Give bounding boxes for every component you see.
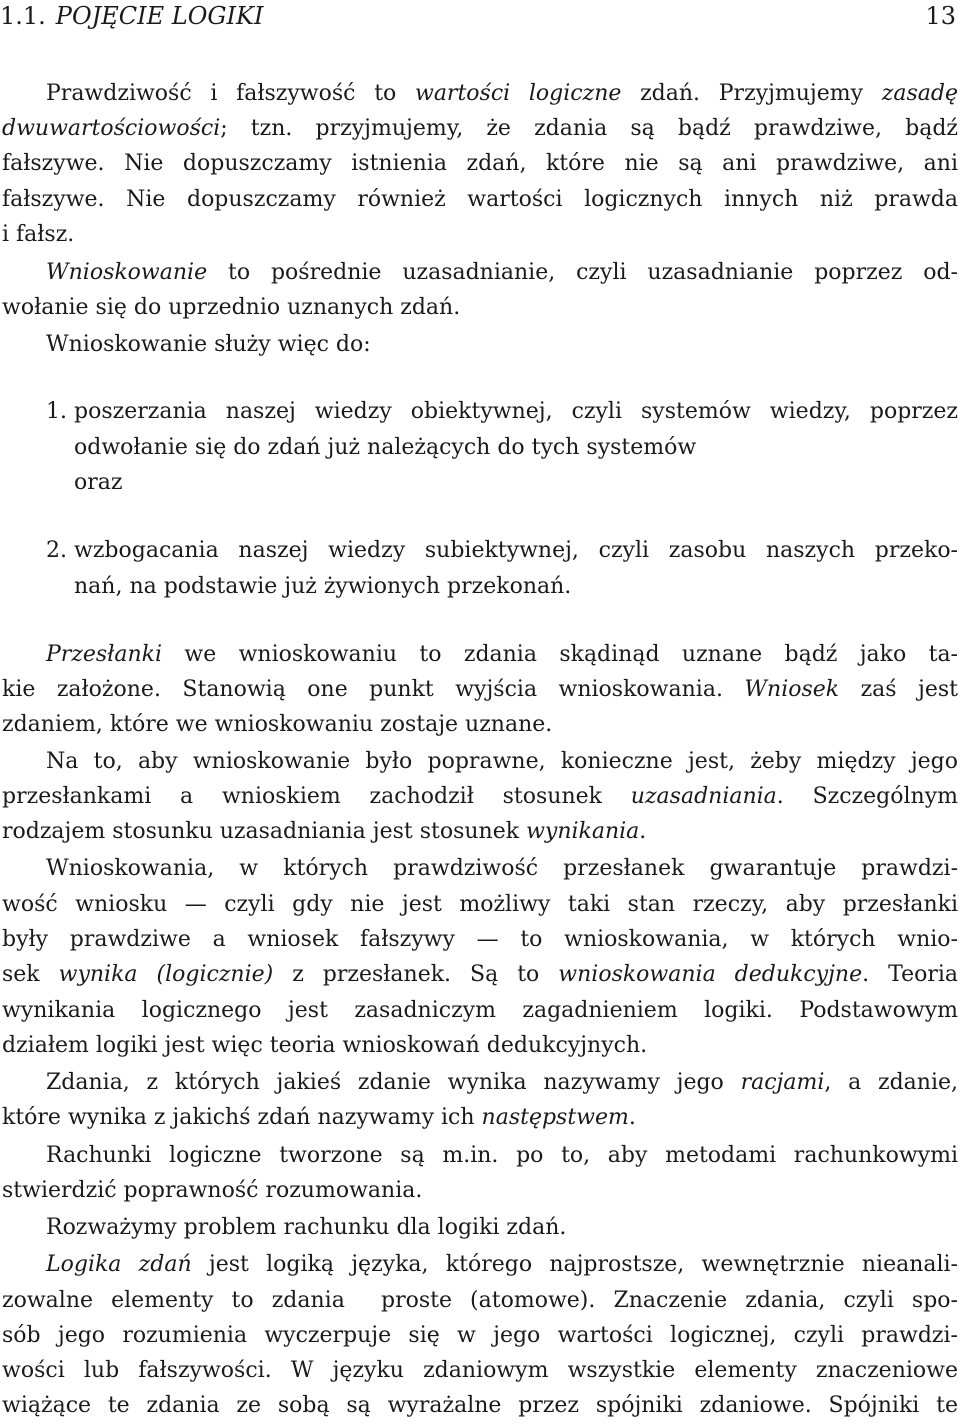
p1-line-5: i fałsz. [2,222,75,247]
term-wnioskowania-dedukcyjne: wnioskowania dedukcyjne [558,962,863,987]
text-span: . [628,1105,636,1130]
term-wynikania: wynikania [526,819,640,844]
text-span: rodzajem stosunku uzasadniania jest stosunek [2,819,527,844]
p6-line-6: działem logiki jest więc teoria wnioskowań dedukcyjnych. [2,1033,648,1058]
section-number: 1.1. [0,2,46,30]
page-number: 13 [925,2,956,30]
list-item-1-number: 1. [46,399,67,424]
p6-line-5: wynikania logicznego jest zasadniczym zagadnieniem logiki. Podstawowym [2,998,958,1023]
p4-line-3: zdaniem, które we wnioskowaniu zostaje uznane. [2,712,553,737]
p7-line-2 [2,1102,636,1134]
p1-line-1 [46,78,958,110]
term-nastepstwem: następstwem [481,1105,629,1130]
list-item-1-line-3: oraz [74,470,123,495]
p7-line-1 [46,1067,958,1099]
section-title: POJĘCIE LOGIKI [55,2,264,30]
term-wniosek: Wniosek [744,677,840,702]
text-span: Prawdziwość i fałszywość to [46,81,415,106]
p6-line-3: były prawdziwe a wniosek fałszywy — to wnioskowania, w których wnio- [2,927,958,952]
p2-line-2: wołanie się do uprzednio uznanych zdań. [2,295,461,320]
p5-line-3 [2,816,646,848]
text-span: ; tzn. przyjmujemy, że zdania są bądź prawdziwe, bądź [220,116,958,141]
text-span: sek [2,962,59,987]
p10-line-4: wości lub fałszywości. W języku zdaniowym wszystkie elementy znaczeniowe [2,1358,958,1383]
p4-line-1 [46,639,958,671]
section-heading [0,0,263,32]
text-span: we wnioskowaniu to zdania skądinąd uznane bądź jako ta- [162,642,958,667]
term-dwuwartosciowosci: dwuwartościowości [2,116,221,141]
p2-line-1 [46,257,958,289]
term-zasade: zasadę [881,81,958,106]
term-racjami: racjami [740,1070,825,1095]
list-item-1-line-2: odwołanie się do zdań już należących do tych systemów [74,435,697,460]
p6-line-2: wość wniosku — czyli gdy nie jest możliwy taki stan rzeczy, aby przesłanki [2,892,958,917]
text-span: jest logiką języka, którego najprostsze, wewnętrznie nieanali- [191,1252,958,1277]
term-logika-zdan: Logika zdań [46,1252,192,1277]
p5-line-1: Na to, aby wnioskowanie było poprawne, konieczne jest, żeby między jego [46,749,958,774]
p1-line-4: fałszywe. Nie dopuszczamy również wartości logicznych innych niż prawda [2,187,958,212]
list-item-2-line-2: nań, na podstawie już żywionych przekonań. [74,574,572,599]
text-span: . Teoria [862,962,959,987]
text-span: z przesłanek. Są to [273,962,559,987]
p10-line-5: wiążące te zdania ze sobą są wyrażalne przez spójniki zdaniowe. Spójniki te [2,1393,958,1418]
text-span: które wynika z jakichś zdań nazywamy ich [2,1105,482,1130]
text-span: . Szczególnym [776,784,958,809]
p10-line-2: zowalne elementy to zdania proste (atomowe). Znaczenie zdania, czyli spo- [2,1288,958,1313]
p10-line-1 [46,1249,958,1281]
text-span: Zdania, z których jakieś zdanie wynika nazywamy jego [46,1070,741,1095]
term-wnioskowanie: Wnioskowanie [46,260,208,285]
p6-line-4 [2,959,958,991]
text-span: kie założone. Stanowią one punkt wyjścia wnioskowania. [2,677,745,702]
p9-line-1: Rozważymy problem rachunku dla logiki zdań. [46,1215,567,1240]
list-item-1-line-1: poszerzania naszej wiedzy obiektywnej, czyli systemów wiedzy, poprzez [74,399,958,424]
p5-line-2 [2,781,958,813]
term-wynika-logicznie: wynika (logicznie) [58,962,274,987]
list-item-2-number: 2. [46,538,67,563]
text-span: zdań. Przyjmujemy [621,81,882,106]
text-span: , a zdanie, [824,1070,958,1095]
text-span: to pośrednie uzasadnianie, czyli uzasadnianie poprzez od- [207,260,958,285]
p1-line-2 [2,113,958,145]
p4-line-2 [2,674,958,706]
p6-line-1: Wnioskowania, w których prawdziwość przesłanek gwarantuje prawdzi- [46,856,958,881]
p10-line-3: sób jego rozumienia wyczerpuje się w jego wartości logicznej, czyli prawdzi- [2,1323,958,1348]
running-header [0,0,958,34]
term-przeslanki: Przesłanki [46,642,163,667]
p8-line-1: Rachunki logiczne tworzone są m.in. po to, aby metodami rachunkowymi [46,1143,958,1168]
text-span: przesłankami a wnioskiem zachodził stosunek [2,784,631,809]
text-span: . [639,819,647,844]
p8-line-2: stwierdzić poprawność rozumowania. [2,1178,423,1203]
text-span: zaś jest [839,677,958,702]
p3-line-1: Wnioskowanie służy więc do: [46,332,371,357]
term-wartosci-logiczne: wartości logiczne [414,81,622,106]
term-uzasadniania: uzasadniania [630,784,777,809]
list-item-2-line-1: wzbogacania naszej wiedzy subiektywnej, czyli zasobu naszych przeko- [74,538,958,563]
p1-line-3: fałszywe. Nie dopuszczamy istnienia zdań, które nie są ani prawdziwe, ani [2,151,958,176]
